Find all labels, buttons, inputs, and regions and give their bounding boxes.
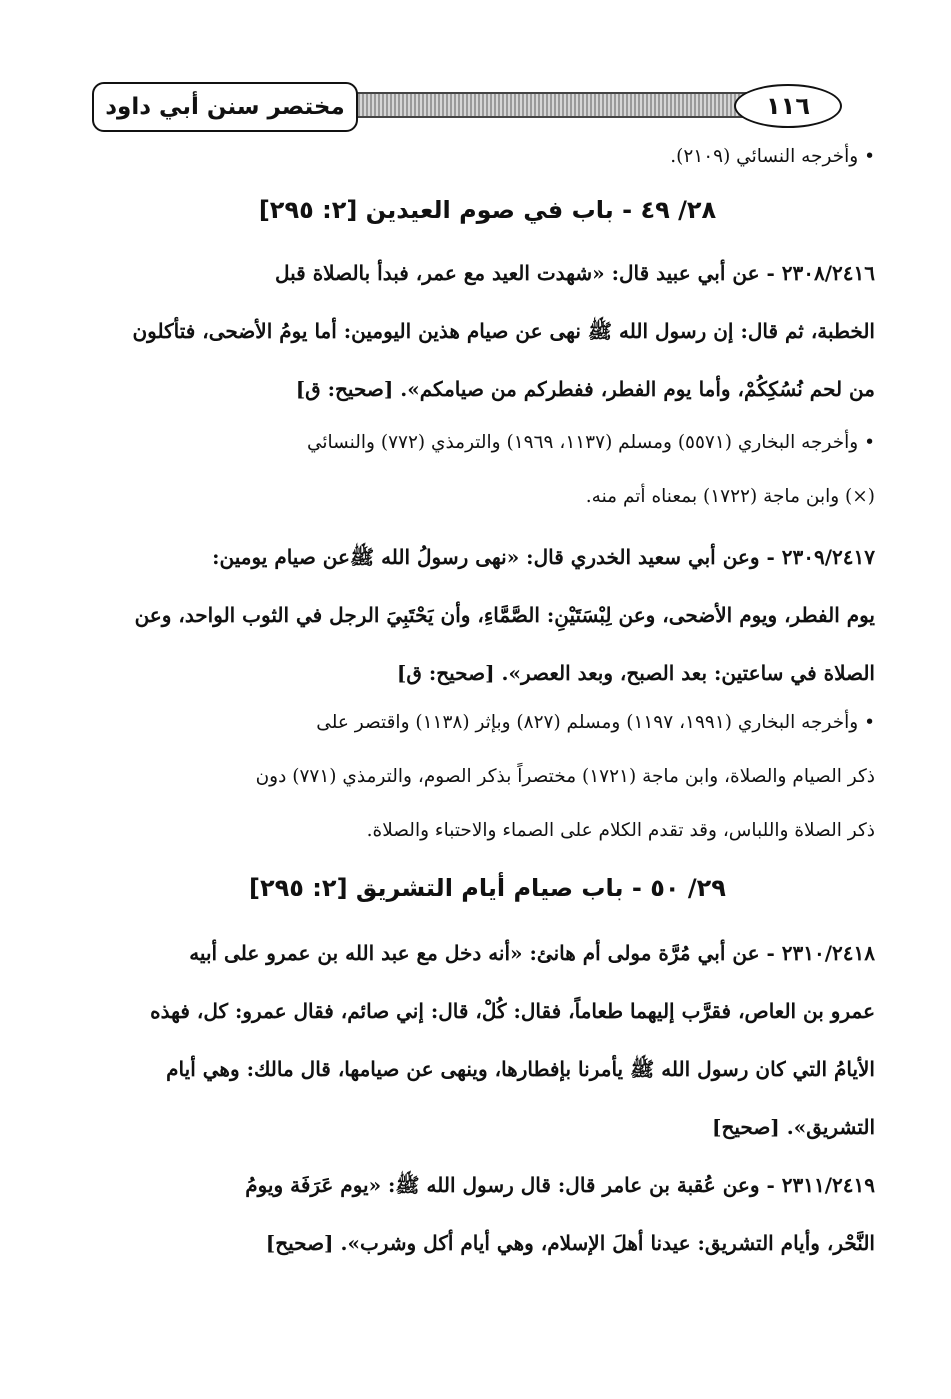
- text-line: ٢٣١٠/٢٤١٨ - عن أبي مُرَّة مولى أم هانئ: «أنه دخل مع عبد الله بن عمرو على أبيه: [189, 941, 875, 965]
- text-line: • وأخرجه النسائي (٢١٠٩).: [670, 146, 875, 167]
- text-line: (×) وابن ماجة (١٧٢٢) بمعناه أتم منه.: [585, 486, 875, 507]
- chapter-heading-49: ٢٨/ ٤٩ - باب في صوم العيدين [٢: ٢٩٥]: [258, 196, 717, 224]
- text-line: يوم الفطر، ويوم الأضحى، وعن لِبْسَتَيْنِ: الصَّمَّاءِ، وأن يَحْتَبِيَ الرجل في الثوب الواحد، وعن: [134, 603, 875, 627]
- hadith-2418: [100, 924, 875, 1156]
- text-line: ذكر الصلاة واللباس، وقد تقدم الكلام على الصماء والاحتباء والصلاة.: [366, 820, 875, 841]
- text-line: ٢٣٠٩/٢٤١٧ - وعن أبي سعيد الخدري قال: «نهى رسولُ الله ﷺعن صيام يومين:: [212, 545, 875, 569]
- hadith-2416: [100, 244, 875, 418]
- takhrij-2416: [100, 416, 875, 524]
- text-line: ذكر الصيام والصلاة، وابن ماجة (١٧٢١) مختصراً بذكر الصوم، والترمذي (٧٧١) دون: [255, 766, 875, 787]
- text-line: • وأخرجه البخاري (٥٥٧١) ومسلم (١١٣٧، ١٩٦٩) والترمذي (٧٧٢) والنسائي: [306, 432, 875, 453]
- text-line: الصلاة في ساعتين: بعد الصبح، وبعد العصر». [صحيح: ق]: [396, 661, 875, 685]
- page-header: [92, 82, 862, 132]
- text-line: الأيامُ التي كان رسول الله ﷺ يأمرنا بإفطارها، وينهى عن صيامها، قال مالك: وهي أيام: [166, 1057, 875, 1081]
- text-line: • وأخرجه البخاري (١٩٩١، ١١٩٧) ومسلم (٨٢٧) وبإثر (١١٣٨) واقتصر على: [316, 712, 875, 733]
- hadith-2419: [100, 1156, 875, 1272]
- text-line: الخطبة، ثم قال: إن رسول الله ﷺ نهى عن صيام هذين اليومين: أما يومُ الأضحى، فتأكلون: [132, 319, 875, 343]
- chapter-heading-50: ٢٩/ ٥٠ - باب صيام أيام التشريق [٢: ٢٩٥]: [249, 874, 726, 902]
- takhrij-2417: [100, 696, 875, 858]
- text-line: ٢٣٠٨/٢٤١٦ - عن أبي عبيد قال: «شهدت العيد مع عمر، فبدأ بالصلاة قبل: [274, 261, 875, 285]
- text-line: من لحم نُسُكِكُمْ، وأما يوم الفطر، ففطركم من صيامكم». [صحيح: ق]: [295, 377, 875, 401]
- text-line: التشريق». [صحيح]: [712, 1115, 875, 1139]
- hadith-2417: [100, 528, 875, 702]
- book-title: مختصر سنن أبي داود: [92, 82, 358, 132]
- text-line: عمرو بن العاص، فقرَّب إليهما طعاماً، فقال: كُلْ، قال: إني صائم، فقال عمرو: كل، فهذه: [150, 999, 875, 1023]
- footnote-nasai: [100, 130, 875, 184]
- text-line: النَّحْر، وأيام التشريق: عيدنا أهلَ الإسلام، وهي أيام أكل وشرب». [صحيح]: [265, 1231, 875, 1255]
- text-line: ٢٣١١/٢٤١٩ - وعن عُقبة بن عامر قال: قال رسول الله ﷺ: «يوم عَرَفَة ويومُ: [245, 1173, 875, 1197]
- page-number: ١١٦: [734, 84, 842, 128]
